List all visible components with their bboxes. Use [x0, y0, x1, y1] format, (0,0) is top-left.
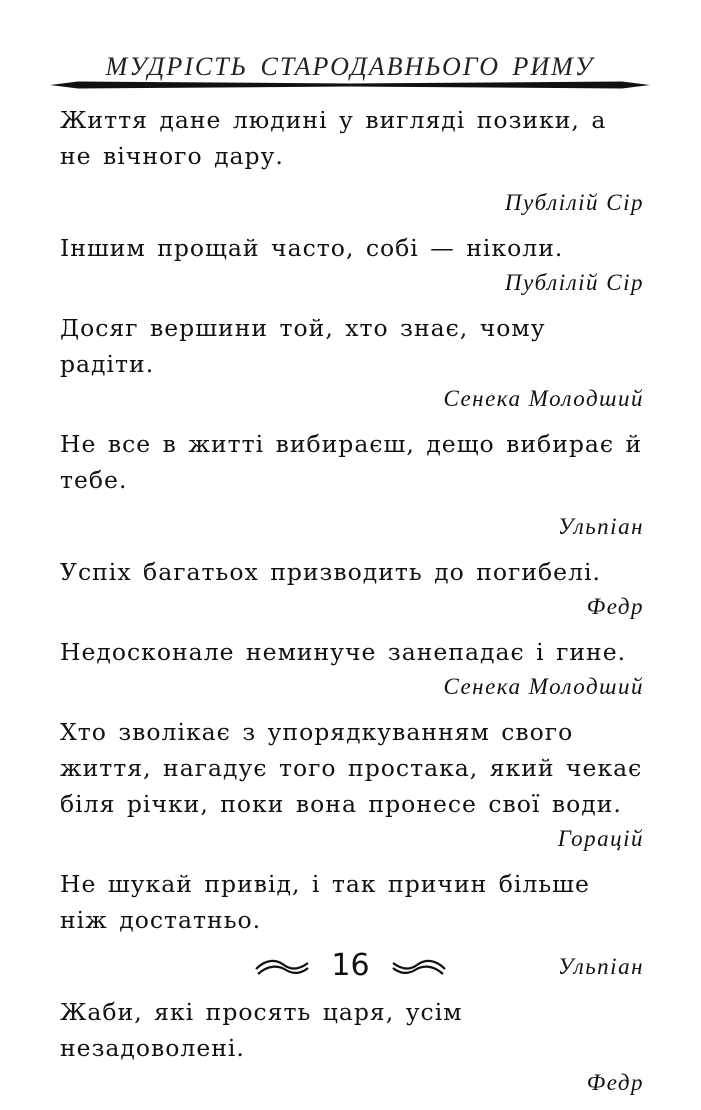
quote-entry [60, 426, 644, 544]
quote-entry [60, 310, 644, 416]
quote-author: Публілій Сір [504, 270, 644, 295]
quote-text: Недосконале неминуче занепадає і гине. [60, 638, 627, 666]
quote-text: Хто зволікає з упорядкуванням свого життя, нагадує того простака, який чекає біля річки, поки вона пронесе свої води. [60, 718, 643, 818]
page-footer [0, 948, 701, 990]
running-header-title: МУДРІСТЬ СТАРОДАВНЬОГО РИМУ [105, 52, 595, 81]
quote-author: Ульпіан [557, 954, 644, 979]
flourish-left-icon [254, 955, 310, 977]
page-number: 16 [331, 948, 370, 983]
quote-author: Горацій [557, 826, 644, 851]
quote-author: Ульпіан [557, 514, 644, 539]
quote-entry [60, 230, 644, 300]
quote-author: Сенека Молодший [443, 674, 644, 699]
flourish-right-icon [391, 955, 447, 977]
quote-text: Не все в житті вибираєш, дещо вибирає й тебе. [60, 430, 643, 494]
header-rule [50, 78, 650, 92]
quote-text: Іншим прощай часто, собі — ніколи. [60, 234, 564, 262]
quote-author: Публілій Сір [504, 190, 644, 215]
running-header [50, 48, 650, 96]
quote-author: Сенека Молодший [443, 386, 644, 411]
quote-text: Не шукай привід, і так причин більше ніж достатньо. [60, 870, 590, 934]
quote-author: Федр [586, 1070, 644, 1095]
quote-entry [60, 634, 644, 704]
quote-entry [60, 714, 644, 856]
quote-entry [60, 102, 644, 220]
quote-text: Жаби, які просять царя, усім незадоволені. [60, 998, 463, 1062]
quote-author: Федр [586, 594, 644, 619]
quote-text: Досяг вершини той, хто знає, чому радіти. [60, 314, 546, 378]
quote-text: Життя дане людині у вигляді позики, а не вічного дару. [60, 106, 607, 170]
quote-text: Успіх багатьох призводить до погибелі. [60, 558, 601, 586]
quote-entry [60, 994, 644, 1100]
quote-entry [60, 554, 644, 624]
